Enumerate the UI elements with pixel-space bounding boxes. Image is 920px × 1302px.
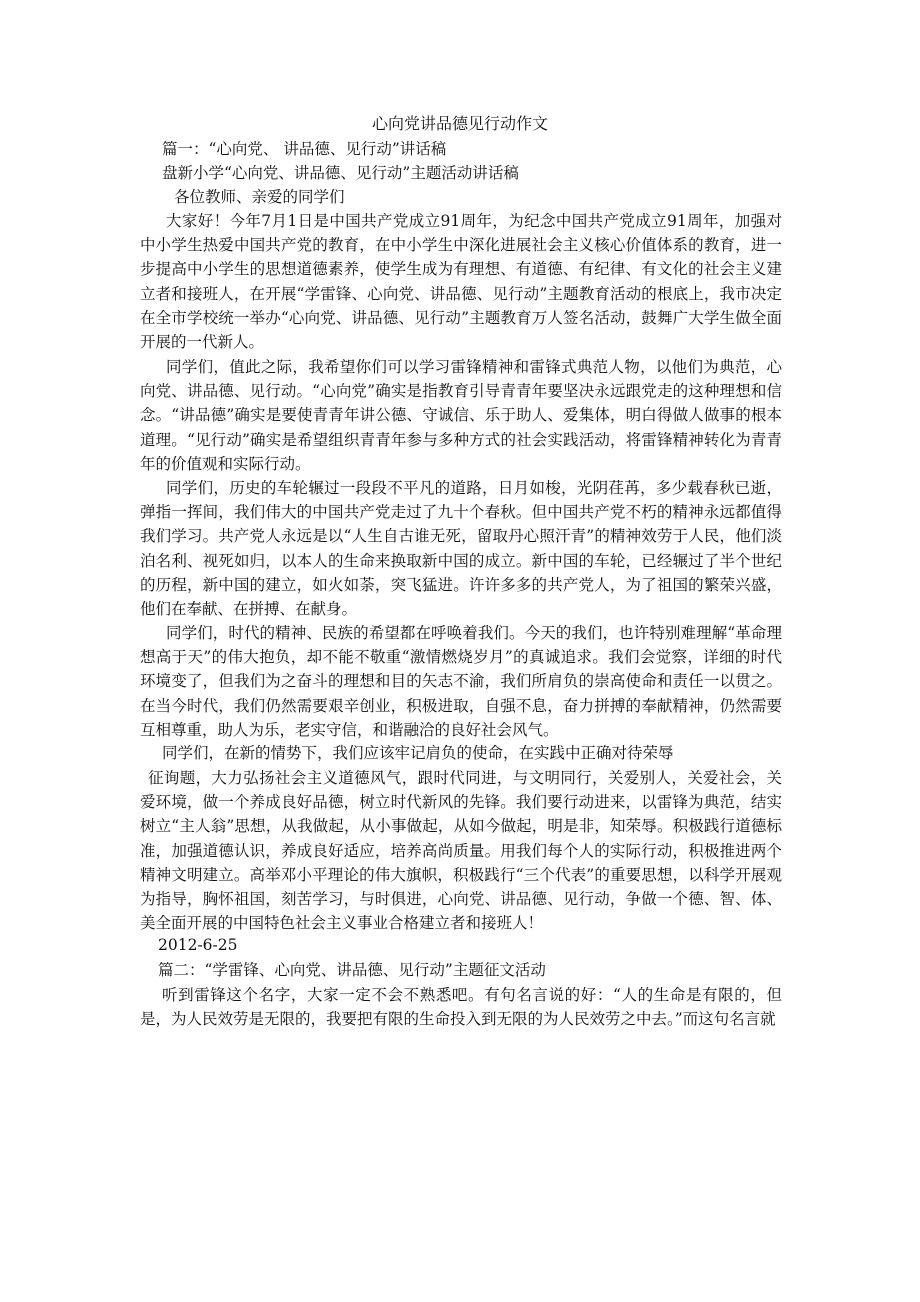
paragraph-6: 征询题，大力弘扬社会主义道德风气，跟时代同进，与文明同行，关爱别人，关爱社会，关爱环境，做一个养成良好品德，树立时代新风的先锋。我们要行动进来，以雷锋为典范，结实树立“主人翁”思想，从我做起，从小事做起，从如今做起，明是非，知荣辱。积极践行道德标准，加强道德认识，养成良好适应，培养高尚质量。用我们每个人的实际行动，积极推进两个精神文明建立。高举邓小平理论的伟大旗帜，积极践行“三个代表”的重要思想，以科学开展观为指导，胸怀祖国，刻苦学习，与时俱进，心向党、讲品德、见行动，争做一个德、智、体、美全面开展的中国特色社会主义事业合格建立者和接班人！: [140, 769, 782, 933]
section-heading-2: 篇二：“学雷锋、心向党、讲品德、见行动”主题征文活动: [158, 961, 546, 979]
date-line: 2012-6-25: [158, 936, 238, 954]
paragraph-5: 同学们，在新的情势下，我们应该牢记肩负的使命，在实践中正确对待荣辱: [162, 744, 674, 762]
greeting: 各位教师、亲爱的同学们: [174, 188, 345, 206]
paragraph-4: 同学们，时代的精神、民族的希望都在呼唤着我们。今天的我们，也许特别难理解“革命理想高于天”的伟大抱负，却不能不敬重“激情燃烧岁月”的真诚追求。我们会觉察，详细的时代环境变了，但我们为之奋斗的理想和目的矢志不渝，我们所肩负的崇高使命和责任一以贯之。在当今时代，我们仍然需要艰辛创业，积极进取，自强不息，奋力拼搏的奉献精神，仍然需要互相尊重，助人为乐，老实守信，和谐融洽的良好社会风气。: [140, 624, 782, 739]
speech-subtitle: 盘新小学“心向党、讲品德、见行动”主题活动讲话稿: [162, 164, 519, 182]
paragraph-1: 大家好！今年7月1日是中国共产党成立91周年，为纪念中国共产党成立91周年，加强对中小学生热爱中国共产党的教育，在中小学生中深化进展社会主义核心价值体系的教育，进一步提高中小学生的思想道德素养，使学生成为有理想、有道德、有纪律、有文化的社会主义建立者和接班人，在开展“学雷锋、心向党、讲品德、见行动”主题教育活动的根底上，我市决定在全市学校统一举办“心向党、讲品德、见行动”主题教育万人签名活动，鼓舞广大学生做全面开展的一代新人。: [140, 212, 782, 352]
paragraph-3: 同学们，历史的车轮辗过一段段不平凡的道路，日月如梭，光阴荏苒，多少载春秋已逝，弹指一挥间，我们伟大的中国共产党走过了九十个春秋。但中国共产党不朽的精神永远都值得我们学习。共产党人永远是以“人生自古谁无死，留取丹心照汗青”的精神效劳于人民，他们淡泊名利、视死如归，以本人的生命来换取新中国的成立。新中国的车轮，已经辗过了半个世纪的历程，新中国的建立，如火如荼，突飞猛进。许许多多的共产党人，为了祖国的繁荣兴盛，他们在奉献、在拼搏、在献身。: [140, 479, 782, 619]
paragraph-7: 听到雷锋这个名字，大家一定不会不熟悉吧。有句名言说的好：“人的生命是有限的，但是，为人民效劳是无限的，我要把有限的生命投入到无限的为人民效劳之中去。”而这句名言就: [140, 986, 782, 1029]
paragraph-2: 同学们，值此之际，我希望你们可以学习雷锋精神和雷锋式典范人物，以他们为典范，心向党、讲品德、见行动。“心向党”确实是指教育引导青青年要坚决永远跟党走的这种理想和信念。“讲品德”确实是要使青青年讲公德、守诚信、乐于助人、爱集体，明白得做人做事的根本道理。“见行动”确实是希望组织青青年参与多种方式的社会实践活动，将雷锋精神转化为青青年的价值观和实际行动。: [140, 358, 782, 473]
document-title: 心向党讲品德见行动作文: [371, 114, 548, 133]
section-heading-1: 篇一：“心向党、 讲品德、见行动”讲话稿: [162, 140, 447, 158]
